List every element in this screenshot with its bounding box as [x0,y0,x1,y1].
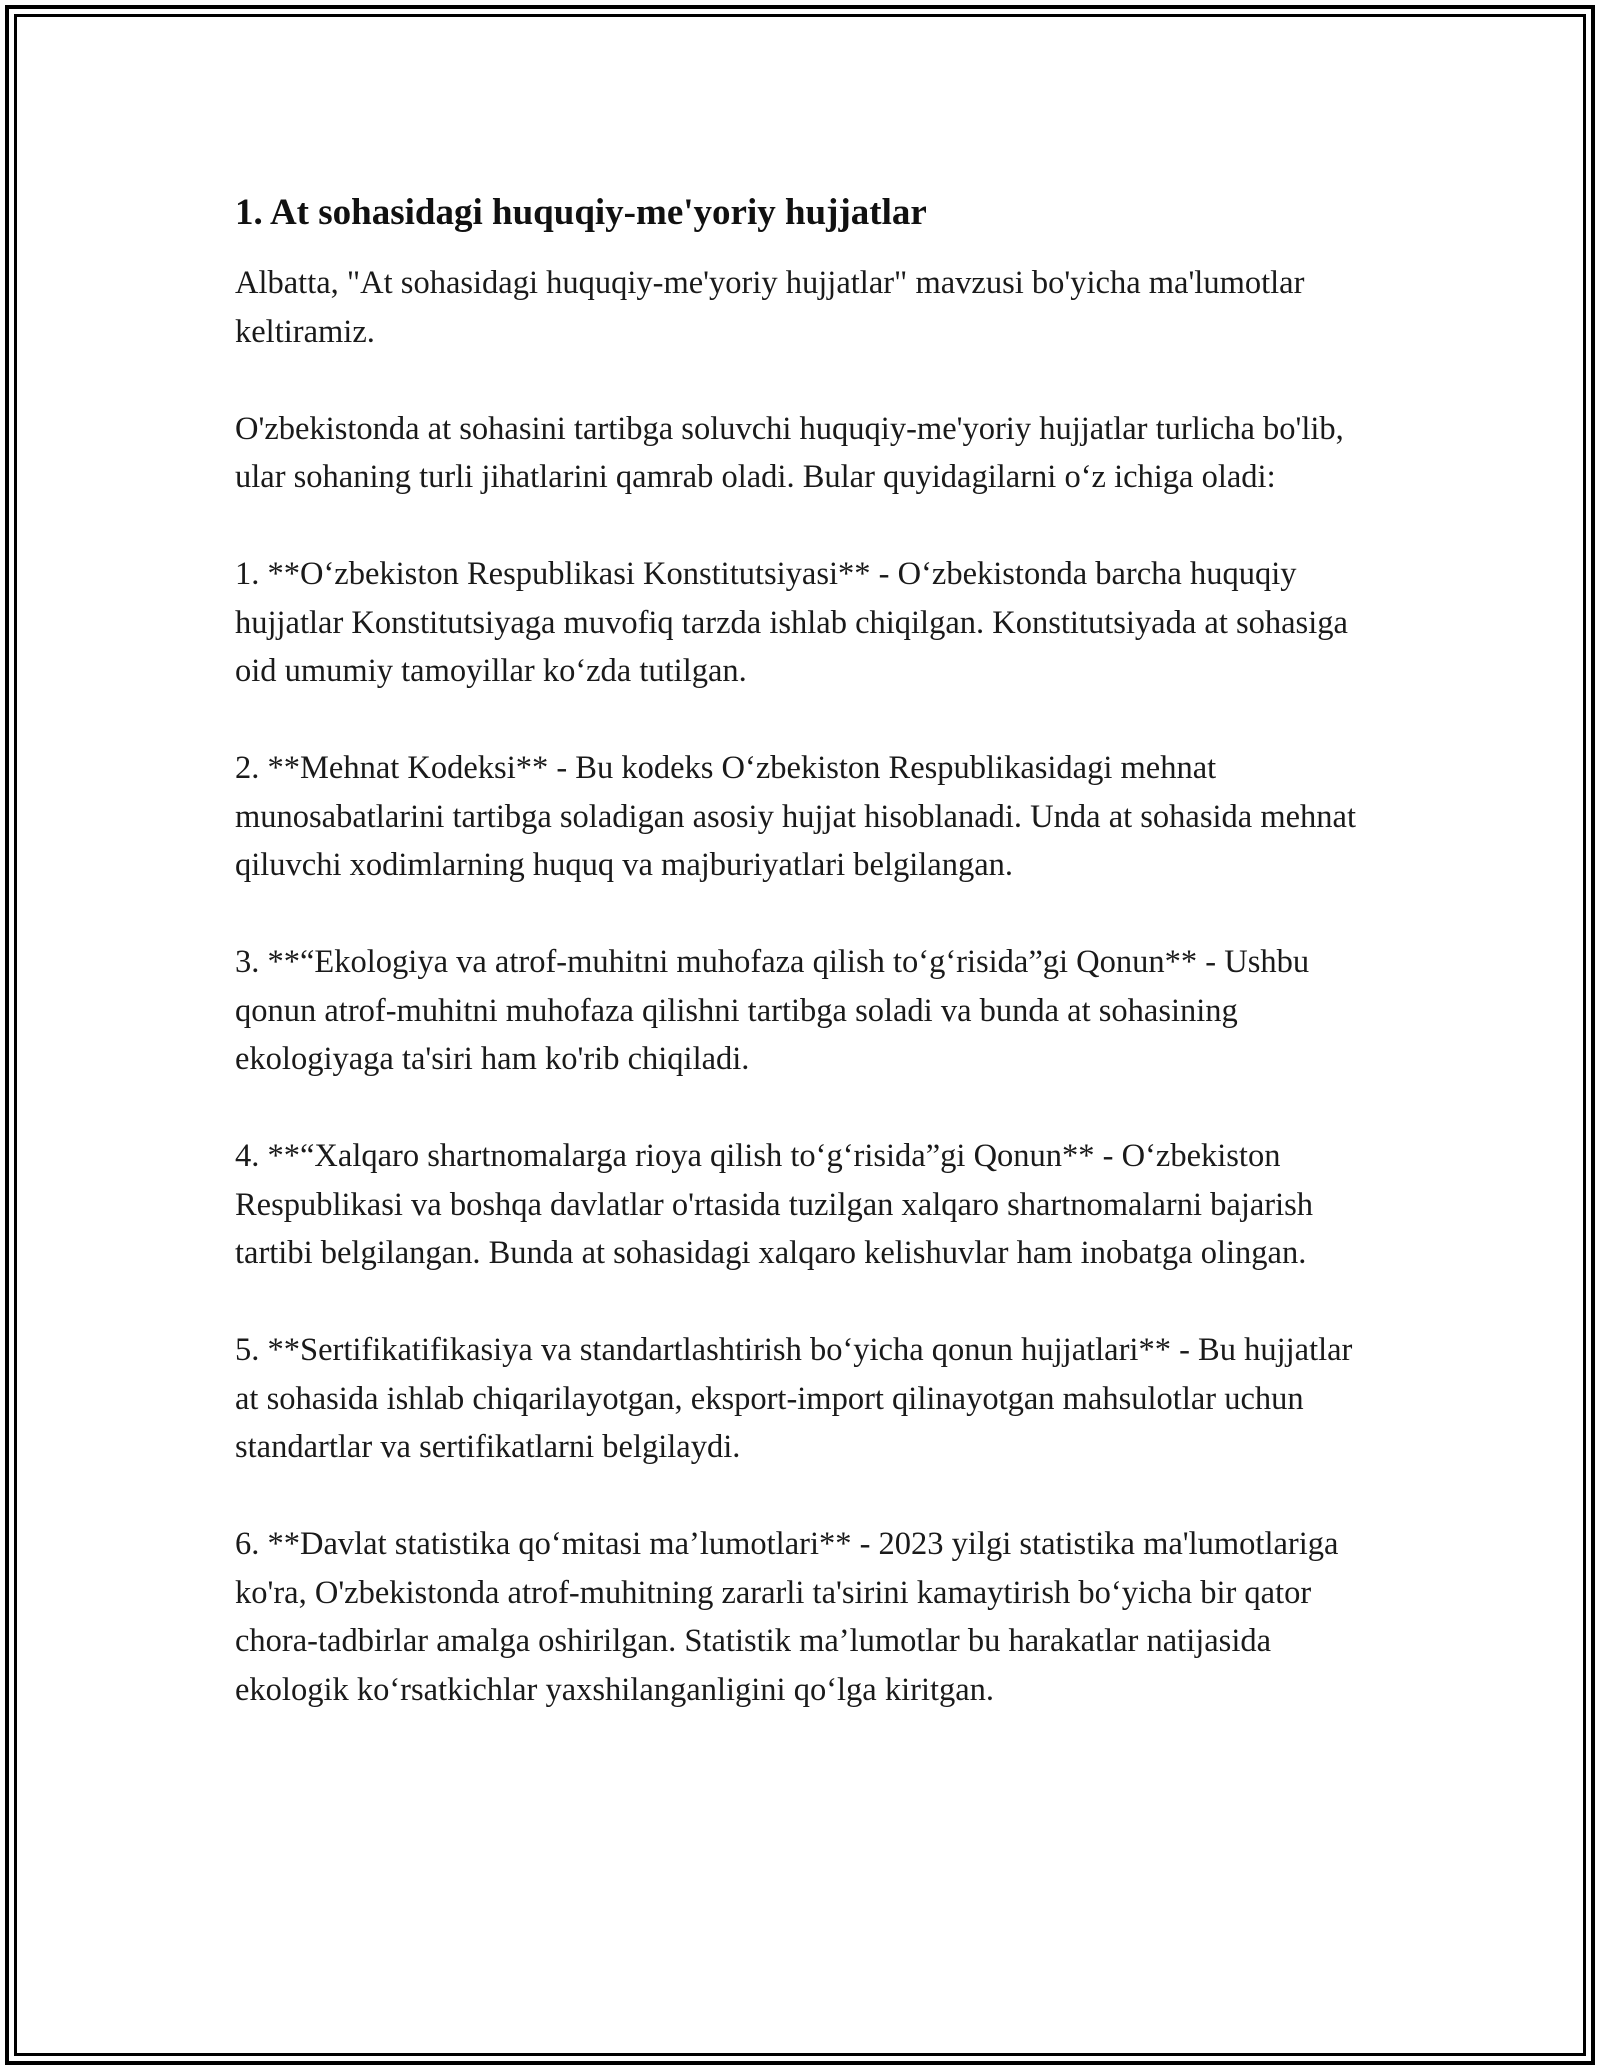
list-item-ecology-law: 3. **“Ekologiya va atrof-muhitni muhofaza qilish to‘g‘risida”gi Qonun** - Ushbu qonun atrof-muhitni muhofaza qilishni tartibga soladi va bunda at sohasining ekologiyaga ta'siri ham ko'rib chiqiladi. [235,944,1310,1077]
list-item-statistics-data: 6. **Davlat statistika qo‘mitasi ma’lumotlari** - 2023 yilgi statistika ma'lumotlariga ko'ra, O'zbekistonda atrof-muhitning zararli ta'sirini kamaytirish bo‘yicha bir qator chora-tadbirlar amalga oshirilgan. Statistik ma’lumotlar bu harakatlar natijasida ekologik ko‘rsatkichlar yaxshilanganligini qo‘lga kiritgan. [235,1526,1339,1708]
document-body [235,185,1375,1714]
document-title: 1. At sohasidagi huquqiy-me'yoriy hujjatlar [235,192,927,233]
list-item-certification-laws: 5. **Sertifikatifikasiya va standartlashtirish bo‘yicha qonun hujjatlari** - Bu hujjatlar at sohasida ishlab chiqarilayotgan, eksport-import qilinayotgan mahsulotlar uchun standartlar va sertifikatlarni belgilaydi. [235,1332,1353,1465]
intro-paragraph: Albatta, "At sohasidagi huquqiy-me'yoriy hujjatlar" mavzusi bo'yicha ma'lumotlar keltiramiz. [235,265,1305,350]
overview-paragraph: O'zbekistonda at sohasini tartibga soluvchi huquqiy-me'yoriy hujjatlar turlicha bo'lib, ular sohaning turli jihatlarini qamrab oladi. Bular quyidagilarni o‘z ichiga oladi: [235,410,1344,495]
list-item-labor-code: 2. **Mehnat Kodeksi** - Bu kodeks O‘zbekiston Respublikasidagi mehnat munosabatlarini tartibga soladigan asosiy hujjat hisoblanadi. Unda at sohasida mehnat qiluvchi xodimlarning huquq va majburiyatlari belgilangan. [235,750,1356,883]
list-item-constitution: 1. **O‘zbekiston Respublikasi Konstitutsiyasi** - O‘zbekistonda barcha huquqiy hujjatlar Konstitutsiyaga muvofiq tarzda ishlab chiqilgan. Konstitutsiyada at sohasiga oid umumiy tamoyillar ko‘zda tutilgan. [235,556,1348,689]
list-item-international-treaties-law: 4. **“Xalqaro shartnomalarga rioya qilish to‘g‘risida”gi Qonun** - O‘zbekiston Respublikasi va boshqa davlatlar o'rtasida tuzilgan xalqaro shartnomalarni bajarish tartibi belgilangan. Bunda at sohasidagi xalqaro kelishuvlar ham inobatga olingan. [235,1138,1314,1271]
